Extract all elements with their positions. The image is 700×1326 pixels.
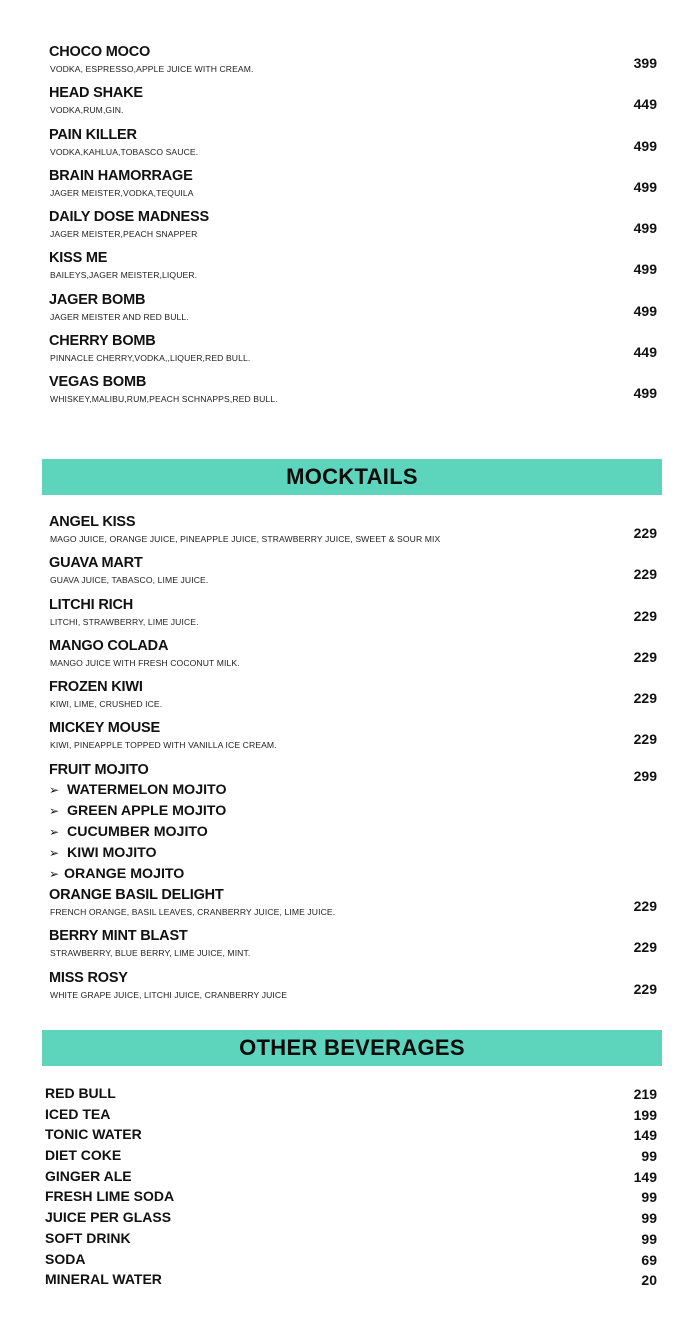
item-price: 499 [633,302,657,319]
beverage-row: SOFT DRINK 99 [45,1229,657,1247]
item-price: 229 [633,939,657,956]
arrow-bullet-icon: ➢ [49,845,60,860]
mojito-option: ➢ WATERMELON MOJITO [49,782,227,799]
mocktails-section-2 [0,885,700,1009]
mojito-option: ➢ ORANGE MOJITO [49,865,185,882]
item-price: 149 [633,1168,657,1185]
menu-item: BERRY MINT BLAST STRAWBERRY, BLUE BERRY, LIME JUICE, MINT. 229 [49,928,657,959]
menu-item: HEAD SHAKE VODKA,RUM,GIN. 449 [49,85,657,116]
item-price: 99 [641,1189,657,1206]
menu-item: FROZEN KIWI KIWI, LIME, CRUSHED ICE. 229 [49,679,657,710]
arrow-bullet-icon: ➢ [49,824,60,839]
beverage-row: DIET COKE 99 [45,1147,657,1165]
beverage-row: RED BULL 219 [45,1085,657,1102]
shots-section [0,42,700,414]
beverage-row: GINGER ALE 149 [45,1167,657,1185]
menu-item: LITCHI RICH LITCHI, STRAWBERRY, LIME JUICE. 229 [49,596,657,627]
menu-item: ORANGE BASIL DELIGHT FRENCH ORANGE, BASIL LEAVES, CRANBERRY JUICE, LIME JUICE. 229 [49,887,657,917]
beverage-row: TONIC WATER 149 [45,1126,657,1144]
item-price: 499 [633,261,657,278]
item-price: 499 [633,137,657,154]
menu-item: BRAIN HAMORRAGE JAGER MEISTER,VODKA,TEQUILA 499 [49,167,657,198]
menu-item: KISS ME BAILEYS,JAGER MEISTER,LIQUER. 499 [49,250,657,281]
arrow-bullet-icon: ➢ [49,804,60,819]
item-price: 219 [633,1086,657,1102]
item-price: 499 [633,385,657,402]
arrow-bullet-icon: ➢ [49,783,60,798]
beverage-row: FRESH LIME SODA 99 [45,1188,657,1206]
mojito-options [49,780,226,884]
item-price: 449 [633,96,657,113]
item-price: 229 [633,648,657,665]
menu-item: ANGEL KISS MAGO JUICE, ORANGE JUICE, PINEAPPLE JUICE, STRAWBERRY JUICE, SWEET & SOUR MIX 229 [49,514,657,544]
item-price: 199 [633,1106,657,1123]
item-price: 99 [641,1230,657,1247]
beverages-section [0,1083,700,1290]
mojito-option: ➢ GREEN APPLE MOJITO [49,803,227,820]
section-title: OTHER BEVERAGES [239,1035,465,1060]
menu-item: JAGER BOMB JAGER MEISTER AND RED BULL. 499 [49,291,657,322]
menu-item: MISS ROSY WHITE GRAPE JUICE, LITCHI JUICE, CRANBERRY JUICE 229 [49,969,657,1000]
item-price: 229 [633,731,657,748]
item-price: 499 [633,178,657,195]
item-price: 69 [641,1251,657,1268]
beverage-row: MINERAL WATER 20 [45,1271,657,1289]
item-price: 229 [633,566,657,583]
mojito-option: ➢ CUCUMBER MOJITO [49,823,208,840]
arrow-bullet-icon: ➢ [49,866,60,881]
menu-item: VEGAS BOMB WHISKEY,MALIBU,RUM,PEACH SCHNAPPS,RED BULL. 499 [49,374,657,405]
beverage-row: JUICE PER GLASS 99 [45,1209,657,1227]
menu-item: CHOCO MOCO VODKA, ESPRESSO,APPLE JUICE WITH CREAM. 399 [49,44,657,74]
menu-item: DAILY DOSE MADNESS JAGER MEISTER,PEACH SNAPPER 499 [49,209,657,240]
item-price: 229 [633,898,657,914]
menu-item: PAIN KILLER VODKA,KAHLUA,TOBASCO SAUCE. 499 [49,126,657,157]
item-price: 99 [641,1210,657,1227]
mocktails-section [0,512,700,760]
menu-item: CHERRY BOMB PINNACLE CHERRY,VODKA,,LIQUER,RED BULL. 449 [49,333,657,364]
mojito-option: ➢ KIWI MOJITO [49,844,157,861]
mocktails-header [42,459,662,495]
item-price: 229 [633,607,657,624]
beverage-row: ICED TEA 199 [45,1105,657,1123]
item-price: 99 [641,1148,657,1165]
item-price: 449 [633,344,657,361]
beverages-header [42,1030,662,1066]
item-price: 299 [633,768,657,784]
item-price: 20 [641,1272,657,1289]
beverage-row: SODA 69 [45,1250,657,1268]
menu-item: GUAVA MART GUAVA JUICE, TABASCO, LIME JUICE. 229 [49,555,657,586]
item-price: 229 [633,690,657,707]
item-price: 499 [633,220,657,237]
menu-item: MANGO COLADA MANGO JUICE WITH FRESH COCONUT MILK. 229 [49,637,657,668]
item-price: 229 [633,980,657,997]
item-price: 399 [633,55,657,71]
menu-item: MICKEY MOUSE KIWI, PINEAPPLE TOPPED WITH VANILLA ICE CREAM. 229 [49,720,657,751]
fruit-mojito-item: FRUIT MOJITO 299 ➢ WATERMELON MOJITO ➢ GREEN APPLE MOJITO ➢ CUCUMBER MOJITO ➢ KIWI MOJITO ➢ ORANGE MOJITO [0,760,700,890]
item-price: 229 [633,525,657,541]
section-title: MOCKTAILS [286,464,418,489]
item-price: 149 [633,1127,657,1144]
